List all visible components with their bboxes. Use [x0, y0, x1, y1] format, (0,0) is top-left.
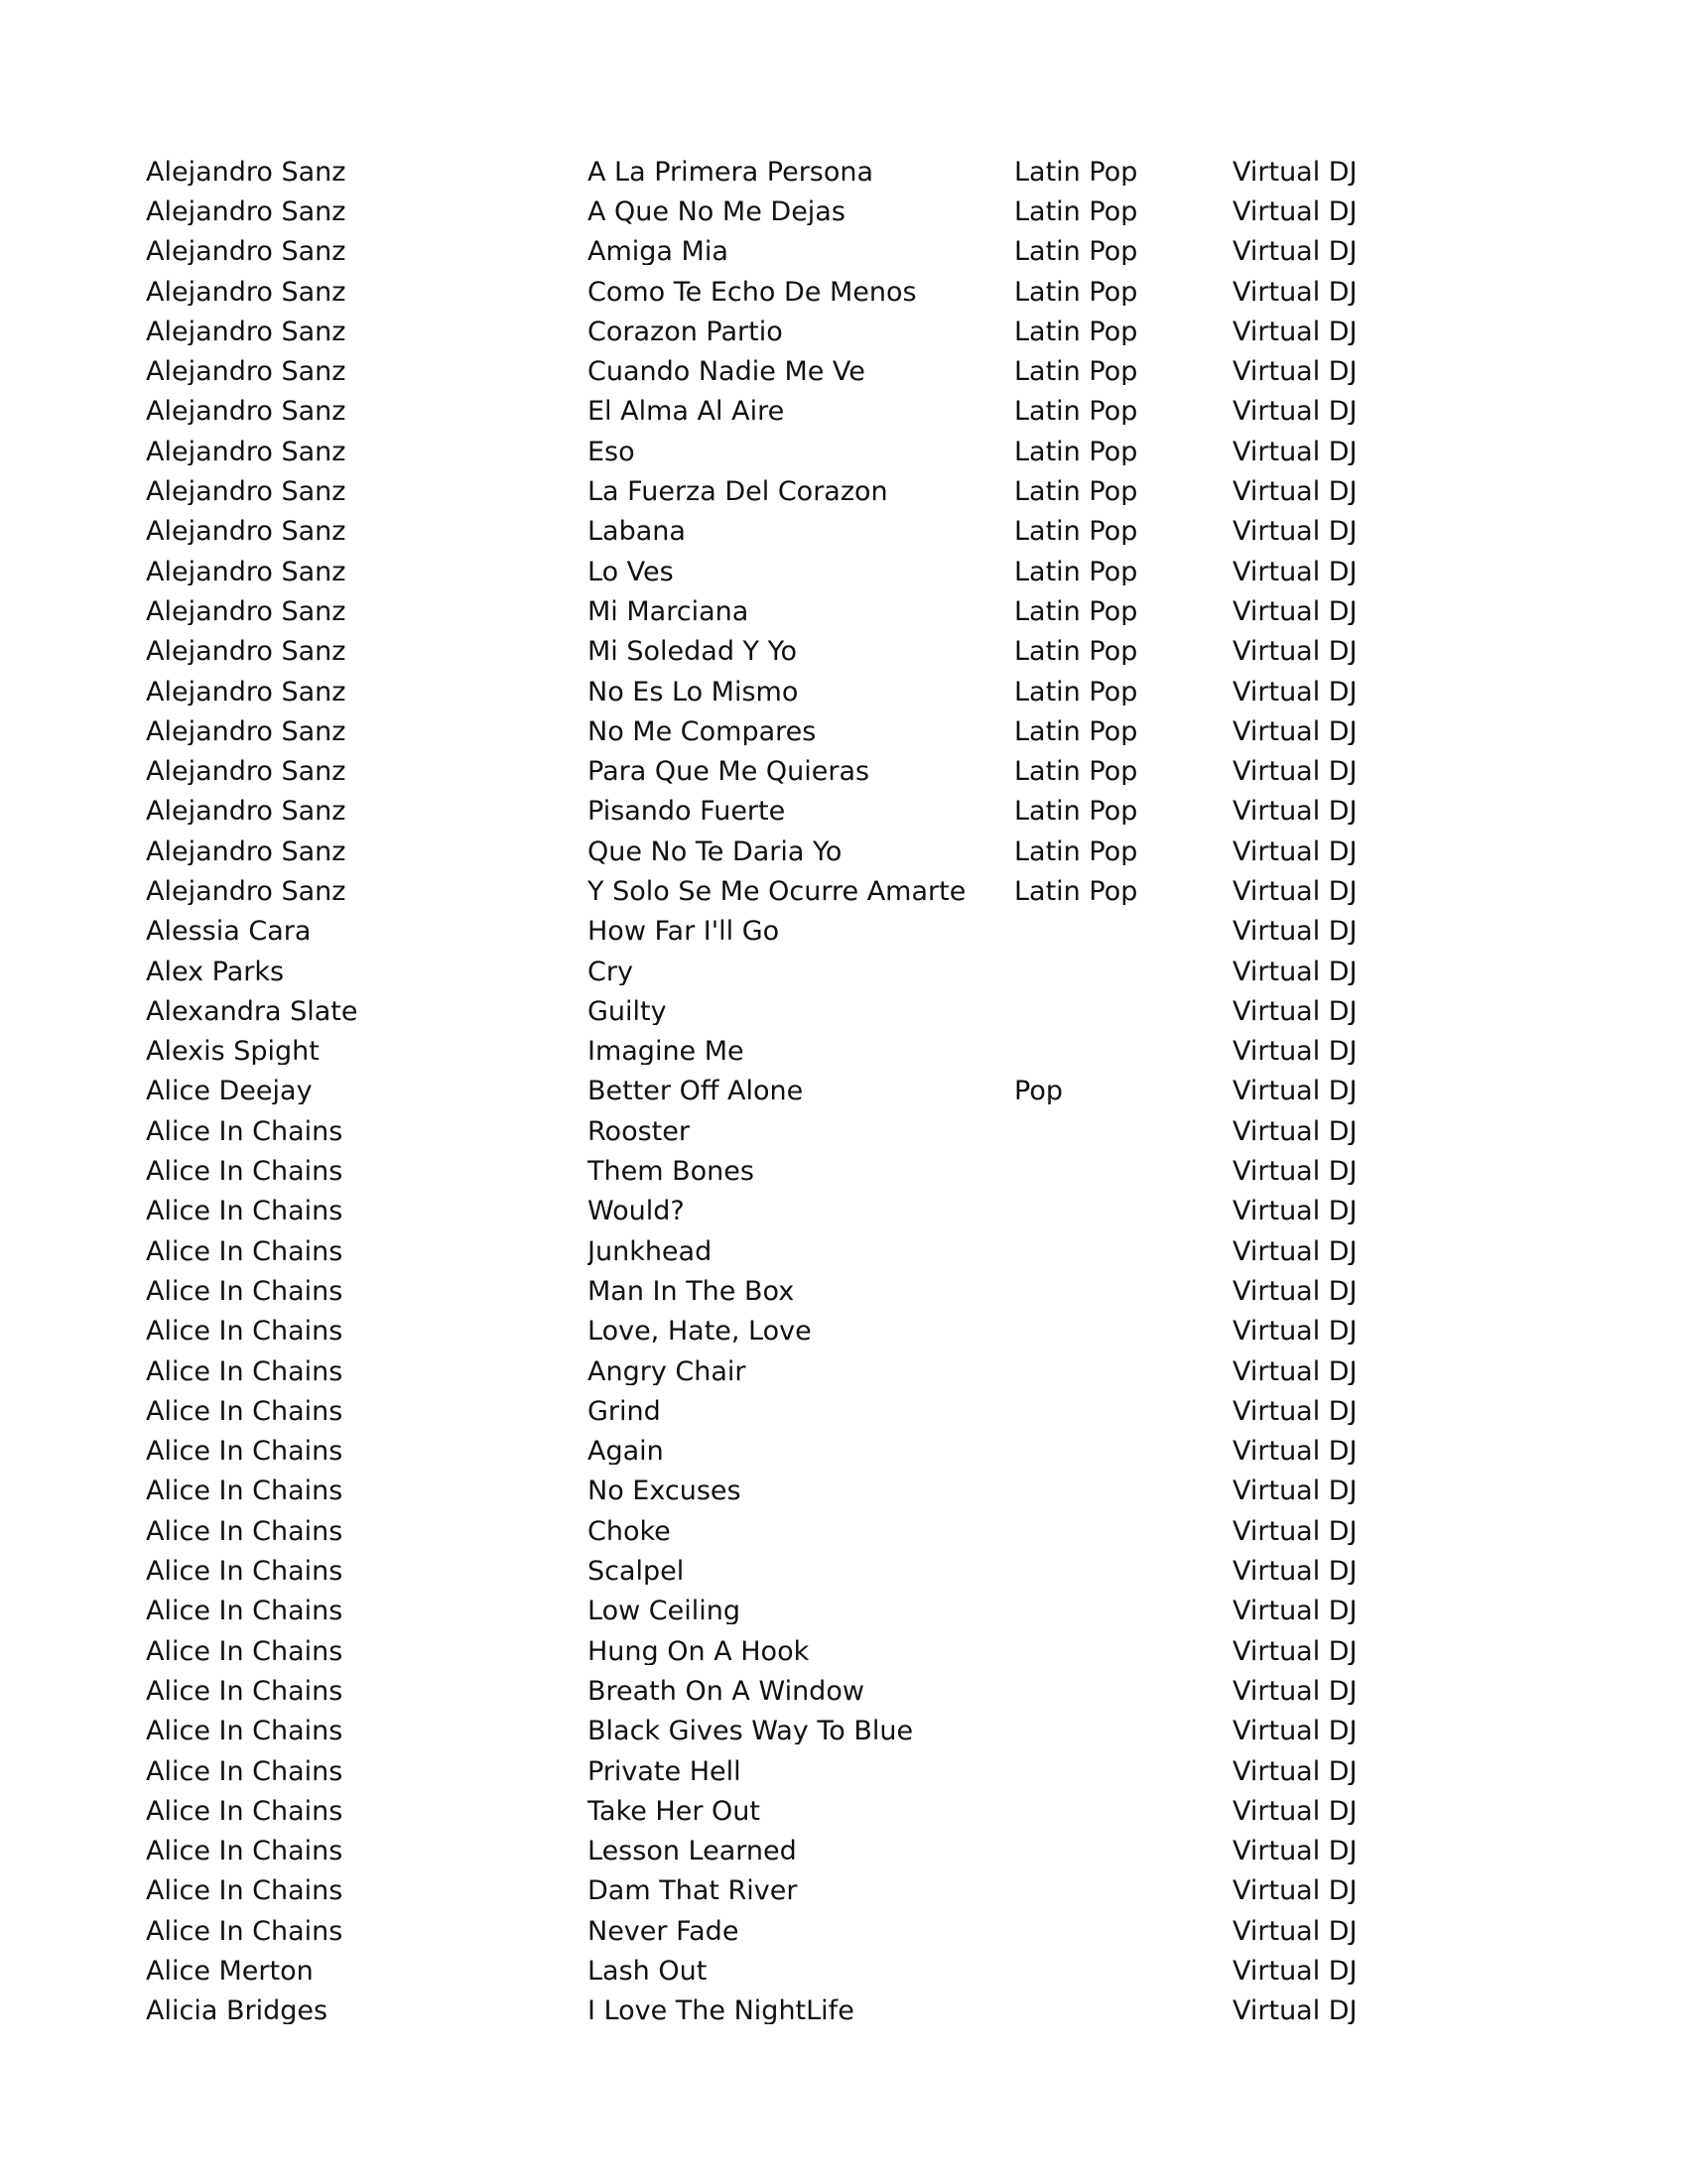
artist-cell: Alex Parks [146, 958, 285, 985]
genre-cell: Latin Pop [1014, 238, 1138, 266]
source-cell: Virtual DJ [1233, 597, 1358, 625]
artist-cell: Alexis Spight [146, 1038, 320, 1066]
source-cell: Virtual DJ [1233, 678, 1358, 706]
song-title-cell: No Es Lo Mismo [587, 678, 799, 706]
table-row [146, 232, 1436, 272]
table-row [146, 1351, 1436, 1391]
artist-cell: Alejandro Sanz [146, 478, 346, 506]
table-row [146, 392, 1436, 432]
artist-cell: Alice In Chains [146, 1598, 343, 1625]
source-cell: Virtual DJ [1233, 1558, 1358, 1586]
source-cell: Virtual DJ [1233, 1318, 1358, 1346]
song-title-cell: Mi Soledad Y Yo [587, 638, 798, 666]
table-row [146, 1871, 1436, 1911]
source-cell: Virtual DJ [1233, 1117, 1358, 1145]
song-title-cell: A Que No Me Dejas [587, 197, 845, 225]
source-cell: Virtual DJ [1233, 798, 1358, 826]
table-row [146, 1432, 1436, 1472]
genre-cell: Latin Pop [1014, 877, 1138, 905]
artist-cell: Alejandro Sanz [146, 518, 346, 546]
artist-cell: Alice In Chains [146, 1237, 343, 1265]
song-title-cell: Junkhead [587, 1237, 713, 1265]
song-title-cell: Lo Ves [587, 558, 674, 585]
genre-cell: Latin Pop [1014, 318, 1138, 345]
table-row [146, 1671, 1436, 1711]
source-cell: Virtual DJ [1233, 1438, 1358, 1466]
artist-cell: Alice In Chains [146, 1198, 343, 1225]
table-row [146, 632, 1436, 672]
source-cell: Virtual DJ [1233, 1357, 1358, 1385]
source-cell: Virtual DJ [1233, 1517, 1358, 1545]
song-title-cell: Angry Chair [587, 1357, 746, 1385]
artist-cell: Alice In Chains [146, 1397, 343, 1425]
table-row [146, 1511, 1436, 1551]
artist-cell: Alejandro Sanz [146, 877, 346, 905]
genre-cell: Latin Pop [1014, 717, 1138, 745]
song-title-cell: Labana [587, 518, 686, 546]
song-title-cell: Black Gives Way To Blue [587, 1718, 914, 1745]
artist-cell: Alice In Chains [146, 1917, 343, 1945]
genre-cell: Latin Pop [1014, 478, 1138, 506]
source-cell: Virtual DJ [1233, 1038, 1358, 1066]
artist-cell: Alejandro Sanz [146, 717, 346, 745]
song-title-cell: Como Te Echo De Menos [587, 278, 917, 306]
source-cell: Virtual DJ [1233, 1958, 1358, 1985]
source-cell: Virtual DJ [1233, 318, 1358, 345]
song-title-cell: A La Primera Persona [587, 158, 874, 186]
song-title-cell: Breath On A Window [587, 1677, 864, 1705]
song-title-cell: La Fuerza Del Corazon [587, 478, 888, 506]
artist-cell: Alexandra Slate [146, 997, 358, 1025]
song-title-cell: Low Ceiling [587, 1598, 740, 1625]
song-title-cell: How Far I'll Go [587, 918, 780, 946]
source-cell: Virtual DJ [1233, 717, 1358, 745]
song-title-cell: Lash Out [587, 1958, 708, 1985]
artist-cell: Alice In Chains [146, 1517, 343, 1545]
table-row [146, 672, 1436, 711]
artist-cell: Alejandro Sanz [146, 638, 346, 666]
table-row [146, 952, 1436, 991]
song-title-cell: No Excuses [587, 1477, 741, 1505]
artist-cell: Alice In Chains [146, 1797, 343, 1825]
song-title-cell: Para Que Me Quieras [587, 758, 870, 786]
artist-cell: Alice In Chains [146, 1477, 343, 1505]
source-cell: Virtual DJ [1233, 1637, 1358, 1665]
genre-cell: Latin Pop [1014, 798, 1138, 826]
table-row [146, 1151, 1436, 1191]
table-row [146, 1911, 1436, 1951]
song-title-cell: Imagine Me [587, 1038, 744, 1066]
source-cell: Virtual DJ [1233, 1757, 1358, 1785]
song-title-cell: Never Fade [587, 1917, 739, 1945]
artist-cell: Alejandro Sanz [146, 358, 346, 386]
artist-cell: Alejandro Sanz [146, 278, 346, 306]
song-title-cell: Take Her Out [587, 1797, 760, 1825]
genre-cell: Pop [1014, 1078, 1063, 1105]
table-row [146, 1231, 1436, 1271]
table-row [146, 1831, 1436, 1870]
table-row [146, 1951, 1436, 1991]
source-cell: Virtual DJ [1233, 1277, 1358, 1305]
artist-cell: Alejandro Sanz [146, 398, 346, 426]
artist-cell: Alejandro Sanz [146, 678, 346, 706]
source-cell: Virtual DJ [1233, 1198, 1358, 1225]
genre-cell: Latin Pop [1014, 398, 1138, 426]
genre-cell: Latin Pop [1014, 158, 1138, 186]
source-cell: Virtual DJ [1233, 398, 1358, 426]
artist-cell: Alice Merton [146, 1958, 314, 1985]
table-row [146, 1312, 1436, 1351]
song-title-cell: No Me Compares [587, 717, 817, 745]
table-row [146, 512, 1436, 552]
table-row [146, 1791, 1436, 1831]
song-title-cell: Love, Hate, Love [587, 1318, 812, 1346]
source-cell: Virtual DJ [1233, 877, 1358, 905]
source-cell: Virtual DJ [1233, 1158, 1358, 1186]
source-cell: Virtual DJ [1233, 1598, 1358, 1625]
table-row [146, 312, 1436, 351]
artist-cell: Alice In Chains [146, 1718, 343, 1745]
song-title-cell: Would? [587, 1198, 685, 1225]
source-cell: Virtual DJ [1233, 1078, 1358, 1105]
genre-cell: Latin Pop [1014, 278, 1138, 306]
source-cell: Virtual DJ [1233, 518, 1358, 546]
song-title-cell: Choke [587, 1517, 671, 1545]
table-row [146, 192, 1436, 231]
artist-cell: Alice In Chains [146, 1158, 343, 1186]
source-cell: Virtual DJ [1233, 997, 1358, 1025]
song-title-cell: Y Solo Se Me Ocurre Amarte [587, 877, 967, 905]
table-row [146, 1631, 1436, 1671]
table-row [146, 1712, 1436, 1751]
source-cell: Virtual DJ [1233, 638, 1358, 666]
genre-cell: Latin Pop [1014, 197, 1138, 225]
table-row [146, 1271, 1436, 1311]
source-cell: Virtual DJ [1233, 1677, 1358, 1705]
source-cell: Virtual DJ [1233, 1838, 1358, 1865]
artist-cell: Alice In Chains [146, 1677, 343, 1705]
song-title-cell: Man In The Box [587, 1277, 795, 1305]
artist-cell: Alice Deejay [146, 1078, 313, 1105]
artist-cell: Alice In Chains [146, 1438, 343, 1466]
song-title-cell: Again [587, 1438, 664, 1466]
song-title-cell: Pisando Fuerte [587, 798, 786, 826]
table-row [146, 912, 1436, 952]
artist-cell: Alice In Chains [146, 1357, 343, 1385]
table-row [146, 432, 1436, 471]
song-list-table [146, 152, 1436, 2031]
song-title-cell: El Alma Al Aire [587, 398, 785, 426]
artist-cell: Alice In Chains [146, 1277, 343, 1305]
song-title-cell: Grind [587, 1397, 661, 1425]
song-title-cell: Them Bones [587, 1158, 754, 1186]
table-row [146, 1991, 1436, 2031]
genre-cell: Latin Pop [1014, 837, 1138, 865]
artist-cell: Alejandro Sanz [146, 197, 346, 225]
source-cell: Virtual DJ [1233, 1397, 1358, 1425]
artist-cell: Alice In Chains [146, 1757, 343, 1785]
table-row [146, 871, 1436, 911]
genre-cell: Latin Pop [1014, 438, 1138, 465]
genre-cell: Latin Pop [1014, 678, 1138, 706]
artist-cell: Alejandro Sanz [146, 758, 346, 786]
table-row [146, 792, 1436, 832]
song-title-cell: Better Off Alone [587, 1078, 804, 1105]
song-title-cell: Que No Te Daria Yo [587, 837, 843, 865]
table-row [146, 832, 1436, 871]
artist-cell: Alejandro Sanz [146, 318, 346, 345]
song-title-cell: Mi Marciana [587, 597, 749, 625]
artist-cell: Alicia Bridges [146, 1997, 328, 2025]
source-cell: Virtual DJ [1233, 1797, 1358, 1825]
table-row [146, 711, 1436, 751]
source-cell: Virtual DJ [1233, 158, 1358, 186]
source-cell: Virtual DJ [1233, 837, 1358, 865]
song-title-cell: Eso [587, 438, 635, 465]
table-row [146, 1192, 1436, 1231]
artist-cell: Alice In Chains [146, 1637, 343, 1665]
source-cell: Virtual DJ [1233, 1917, 1358, 1945]
source-cell: Virtual DJ [1233, 478, 1358, 506]
genre-cell: Latin Pop [1014, 358, 1138, 386]
table-row [146, 471, 1436, 511]
song-title-cell: Scalpel [587, 1558, 685, 1586]
song-title-cell: I Love The NightLife [587, 1997, 854, 2025]
table-row [146, 991, 1436, 1031]
table-row [146, 751, 1436, 791]
source-cell: Virtual DJ [1233, 1477, 1358, 1505]
table-row [146, 1072, 1436, 1111]
source-cell: Virtual DJ [1233, 1718, 1358, 1745]
table-row [146, 1391, 1436, 1431]
artist-cell: Alejandro Sanz [146, 438, 346, 465]
song-title-cell: Guilty [587, 997, 667, 1025]
artist-cell: Alessia Cara [146, 918, 312, 946]
artist-cell: Alejandro Sanz [146, 558, 346, 585]
source-cell: Virtual DJ [1233, 1997, 1358, 2025]
table-row [146, 552, 1436, 591]
source-cell: Virtual DJ [1233, 278, 1358, 306]
song-title-cell: Dam That River [587, 1877, 798, 1905]
table-row [146, 272, 1436, 312]
source-cell: Virtual DJ [1233, 918, 1358, 946]
song-title-cell: Private Hell [587, 1757, 741, 1785]
artist-cell: Alejandro Sanz [146, 597, 346, 625]
artist-cell: Alejandro Sanz [146, 837, 346, 865]
genre-cell: Latin Pop [1014, 638, 1138, 666]
artist-cell: Alice In Chains [146, 1318, 343, 1346]
source-cell: Virtual DJ [1233, 358, 1358, 386]
table-row [146, 1551, 1436, 1591]
song-title-cell: Rooster [587, 1117, 690, 1145]
source-cell: Virtual DJ [1233, 758, 1358, 786]
table-row [146, 1111, 1436, 1151]
artist-cell: Alice In Chains [146, 1877, 343, 1905]
table-row [146, 1472, 1436, 1511]
source-cell: Virtual DJ [1233, 238, 1358, 266]
source-cell: Virtual DJ [1233, 1237, 1358, 1265]
artist-cell: Alejandro Sanz [146, 158, 346, 186]
genre-cell: Latin Pop [1014, 518, 1138, 546]
song-title-cell: Lesson Learned [587, 1838, 797, 1865]
artist-cell: Alejandro Sanz [146, 798, 346, 826]
table-row [146, 152, 1436, 192]
table-row [146, 1751, 1436, 1791]
song-title-cell: Hung On A Hook [587, 1637, 810, 1665]
artist-cell: Alice In Chains [146, 1838, 343, 1865]
artist-cell: Alice In Chains [146, 1117, 343, 1145]
song-title-cell: Corazon Partio [587, 318, 783, 345]
source-cell: Virtual DJ [1233, 958, 1358, 985]
song-title-cell: Cry [587, 958, 633, 985]
genre-cell: Latin Pop [1014, 758, 1138, 786]
source-cell: Virtual DJ [1233, 438, 1358, 465]
table-row [146, 1592, 1436, 1631]
table-row [146, 351, 1436, 391]
source-cell: Virtual DJ [1233, 197, 1358, 225]
genre-cell: Latin Pop [1014, 597, 1138, 625]
song-title-cell: Amiga Mia [587, 238, 728, 266]
artist-cell: Alejandro Sanz [146, 238, 346, 266]
source-cell: Virtual DJ [1233, 558, 1358, 585]
table-row [146, 1032, 1436, 1072]
artist-cell: Alice In Chains [146, 1558, 343, 1586]
table-row [146, 591, 1436, 631]
genre-cell: Latin Pop [1014, 558, 1138, 585]
source-cell: Virtual DJ [1233, 1877, 1358, 1905]
song-title-cell: Cuando Nadie Me Ve [587, 358, 865, 386]
